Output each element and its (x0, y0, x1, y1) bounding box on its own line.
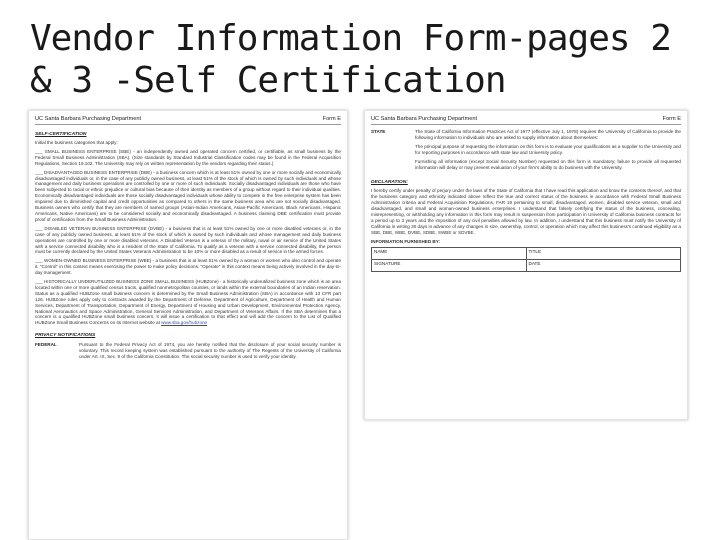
declaration-heading: DECLARATION: (371, 180, 408, 186)
page-header-form: Form E (662, 116, 681, 122)
state-row (371, 129, 681, 173)
page-header (365, 111, 687, 122)
page-header-dept: UC Santa Barbara Purchasing Department (371, 116, 478, 122)
page-header-dept: UC Santa Barbara Purchasing Department (35, 116, 142, 122)
signature-table (371, 247, 681, 272)
header-divider (35, 124, 341, 125)
wbe-paragraph: ___ WOMEN-OWNED BUSINESS ENTERPRISE (WBE) - a business that is at least 51% owned by a woman or women who also control and operate it. "Control" in this context means exercising the power to make policy decisions. "Operate" in this context means being actively involved in the day-to-day management. (35, 258, 341, 276)
form-page-3 (364, 110, 688, 420)
dvbe-paragraph: ___ DISABLED VETERAN BUSINESS ENTERPRISE (DVBE) - a business that is at least 51% owned by one or more disabled veterans or, in the case of any publicly owned business, at least 51% of the stock of which is owned by such individuals and whose management and daily business operations are controlled by one or more disabled veterans. A Disabled Veteran is a veteran of the military, naval or air service of the United States with a service connected disability who is a resident of the State of California. To qualify as a veteran with a service connected disability, the person must be currently declared by the United States Veterans Administration to be 10% or more disabled as a result of service in the armed forces. (35, 225, 341, 255)
hubzone-text: ___ HISTORICALLY UNDERUTILIZED BUSINESS ZONE SMALL BUSINESS (HUBZone) - a historically underutilized business zone which is an area located within one or more qualified census tracts, qualified nonmetropolitan counties, or lands within the external boundaries of an Indian reservation. Status as a qualified HUBZone small business concern is determined by the Small Business Administration (SBA) in accordance with 13 CFR part 126. HUBZone rules apply only to contracts awarded by the Department of Defense, Department of Agriculture, Department of Health and Human Services, Department of Transportation, Department of Energy, Department of Housing and Urban Development, Environmental Protection Agency, National Aeronautics and Space Administration, General Services Administration, and Department of Veterans Affairs. If the SBA determines that a concern is a qualified HUBZone small business concern, it will issue a certification to that effect and will add the concern to the List of Qualified HUBZone Small Business Concerns on its Internet website at (35, 279, 341, 326)
form-page-2 (28, 110, 348, 540)
federal-text: Pursuant to the Federal Privacy Act of 1974, you are hereby notified that the disclosure of your social security number is voluntary. This record keeping system was established pursuant to the authority of The Regents of the University of California under Art. IX, Sec. 9 of the California Constitution. The social security number is used to verify your identity. (79, 342, 341, 360)
state-paragraph-3: Furnishing all information (except Social Security Number) requested on this form is mandatory; failure to provide all requested information will delay or may prevent evaluation of your firm's ability to do business with the University. (415, 158, 681, 170)
state-label: STATE (371, 129, 386, 134)
date-field[interactable]: DATE (526, 259, 681, 271)
slide-title: Vendor Information Form-pages 2 & 3 -Self Certification (30, 18, 671, 101)
title-field[interactable]: TITLE (526, 247, 681, 259)
self-certification-heading: SELF-CERTIFICATION (35, 132, 87, 137)
name-field[interactable]: NAME (372, 247, 527, 259)
information-furnished-by: INFORMATION FURNISHED BY: (371, 238, 440, 244)
sbe-paragraph: ___ SMALL BUSINESS ENTERPRISE (SBE) - an independently owned and operated concern certified, or certifiable, as small business by the Federal Small Business Administration (SBA). (Size standards by Standard Industrial Classification codes may be found in the Federal Acquisition Regulations, Section 19.102. The University may rely on written representation by the vendors regarding their status.) (35, 148, 341, 166)
state-paragraph-1: The State of California Information Practices Act of 1977 (effective July 1, 1978) requires the University of California to provide the following information to individuals who are asked to supply information about themselves: (415, 129, 681, 140)
page-header (29, 111, 347, 122)
federal-label: FEDERAL (35, 342, 57, 348)
page-header-form: Form E (322, 116, 341, 122)
hubzone-link[interactable]: www.sba.gov/hubzone (161, 320, 208, 326)
self-certification-intro: Initial the business categories that apply: (35, 140, 118, 145)
signature-field[interactable]: SIGNATURE (372, 259, 527, 271)
privacy-heading: PRIVACY NOTIFICATIONS (35, 333, 96, 339)
state-paragraph-2: The principal purpose of requesting the information on this form is to evaluate your qualifications as a supplier to the University and for reporting purposes in accordance with state law and University policy. (415, 143, 681, 155)
hubzone-paragraph (35, 279, 341, 326)
header-divider (371, 124, 681, 125)
federal-row (35, 342, 341, 360)
declaration-text: I hereby certify under penalty of perjury under the laws of the State of California that I have read this application and know the contents thereof, and that the business category and ethnicity indicated above reflect the true and correct status of the business in accordance with Federal Small Business Administration criteria and Federal Acquisition Regulations, FAR 19 pertaining to small, disadvantaged, women, disabled service veteran, small and disadvantaged, and small and woman-owned business enterprises. I understand that falsely certifying the status of the business, concealing, misrepresenting, or withholding any information in this form may result in suspension from participation in University of California business contracts for a period up to 3 years and the imposition of any civil penalties allowed by law. In addition, I understand that this business must notify the University of California in writing 30 days in advance of any changes in size, ownership, control, or operation which may affect this business's continued eligibility as a SBE, DBE, WBE, DVBE, SDBE, SWBE or SDVBE. (371, 188, 681, 235)
state-text (415, 129, 681, 173)
dbe-paragraph: ___ DISADVANTAGED BUSINESS ENTERPRISE (DBE) - a business concern which is at least 51% owned by one or more socially and economically disadvantaged individuals or, in the case of any publicly owned business, at least 51% of the stock of which is owned by such individuals and whose management and daily business operations are controlled by one or more of such individuals. Socially disadvantaged individuals are those who have been subjected to racial or ethnic prejudice or cultural bias because of their identity as members of a group without regard to their individual qualities. Economically disadvantaged individuals are those socially disadvantaged individuals whose ability to compete in the free enterprise system has been impaired due to diminished capital and credit opportunities as compared to others in the same business area who are not socially disadvantaged. Business owners who certify that they are members of named groups (Asian-Indian Americans, Asian-Pacific Americans, Black Americans, Hispanic Americans, Native Americans) are to be considered socially and economically disadvantaged. A business claiming DBE certification must provide proof of certification from the Small Business Administration. (35, 169, 341, 222)
